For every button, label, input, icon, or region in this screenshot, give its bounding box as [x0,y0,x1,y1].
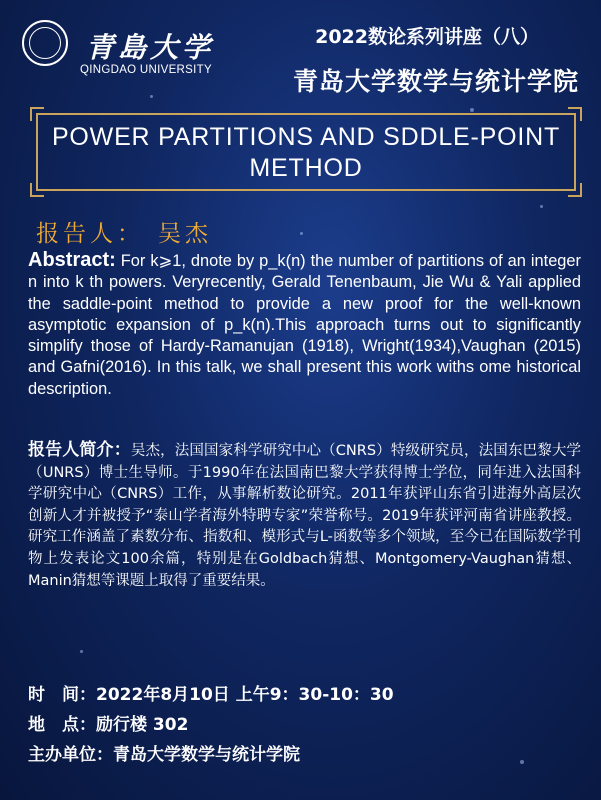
speaker-bio [28,440,581,592]
university-seal-icon [22,20,68,66]
event-time: 时 间：2022年8月10日 上午9：30-10：30 [28,685,394,705]
speaker-name: 吴杰 [158,221,212,247]
abstract-paragraph [28,250,581,400]
background-sparkle [150,95,153,98]
background-sparkle [520,760,524,764]
background-sparkle [300,232,303,235]
background-sparkle [540,205,543,208]
talk-title: POWER PARTITIONS AND SDDLE-POINT METHOD [51,123,561,182]
bio-label: 报告人简介： [28,440,131,460]
lecture-series-title: 2022数论系列讲座（八） [315,26,539,48]
abstract-label: Abstract: [28,249,116,271]
abstract-text: For k⩾1, dnote by p_k(n) the number of partitions of an integer n into k th powers. Veryrecently, Gerald Tenenbaum, Jie Wu & Yali applied the saddle-point method to provide a new proof for the well-known asymptotic expansion of p_k(n).This approach turns out to significantly simplify those of Hardy-Ramanujan (1918), Wright(1934),Vaughan (2015) and Gafni(2016). In this talk, we shall present this work withs ome historical description. [28,252,581,398]
background-sparkle [80,650,83,653]
speaker-label: 报告人： [36,221,144,247]
school-name: 青岛大学数学与统计学院 [292,67,579,96]
event-place: 地 点：励行楼 302 [28,715,189,735]
university-logo-name: 青島大学 [86,31,215,64]
university-english-name: QINGDAO UNIVERSITY [80,64,212,76]
speaker-line [36,215,212,248]
event-host: 主办单位：青岛大学数学与统计学院 [28,745,300,765]
bio-text: 吴杰，法国国家科学研究中心（CNRS）特级研究员，法国东巴黎大学（UNRS）博士生导师。于1990年在法国南巴黎大学获得博士学位，同年进入法国科学研究中心（CNRS）工作，从事解析数论研究。2011年获评山东省引进海外高层次创新人才并被授予“泰山学者海外特聘专家”荣誉称号。2019年获评河南省讲座教授。研究工作涵盖了素数分布、指数和、模形式与L-函数等多个领域，至今已在国际数学刊物上发表论文100余篇，特别是在Goldbach猜想、Montgomery-Vaughan猜想、Manin猜想等课题上取得了重要结果。 [28,443,582,589]
background-sparkle [470,108,474,112]
